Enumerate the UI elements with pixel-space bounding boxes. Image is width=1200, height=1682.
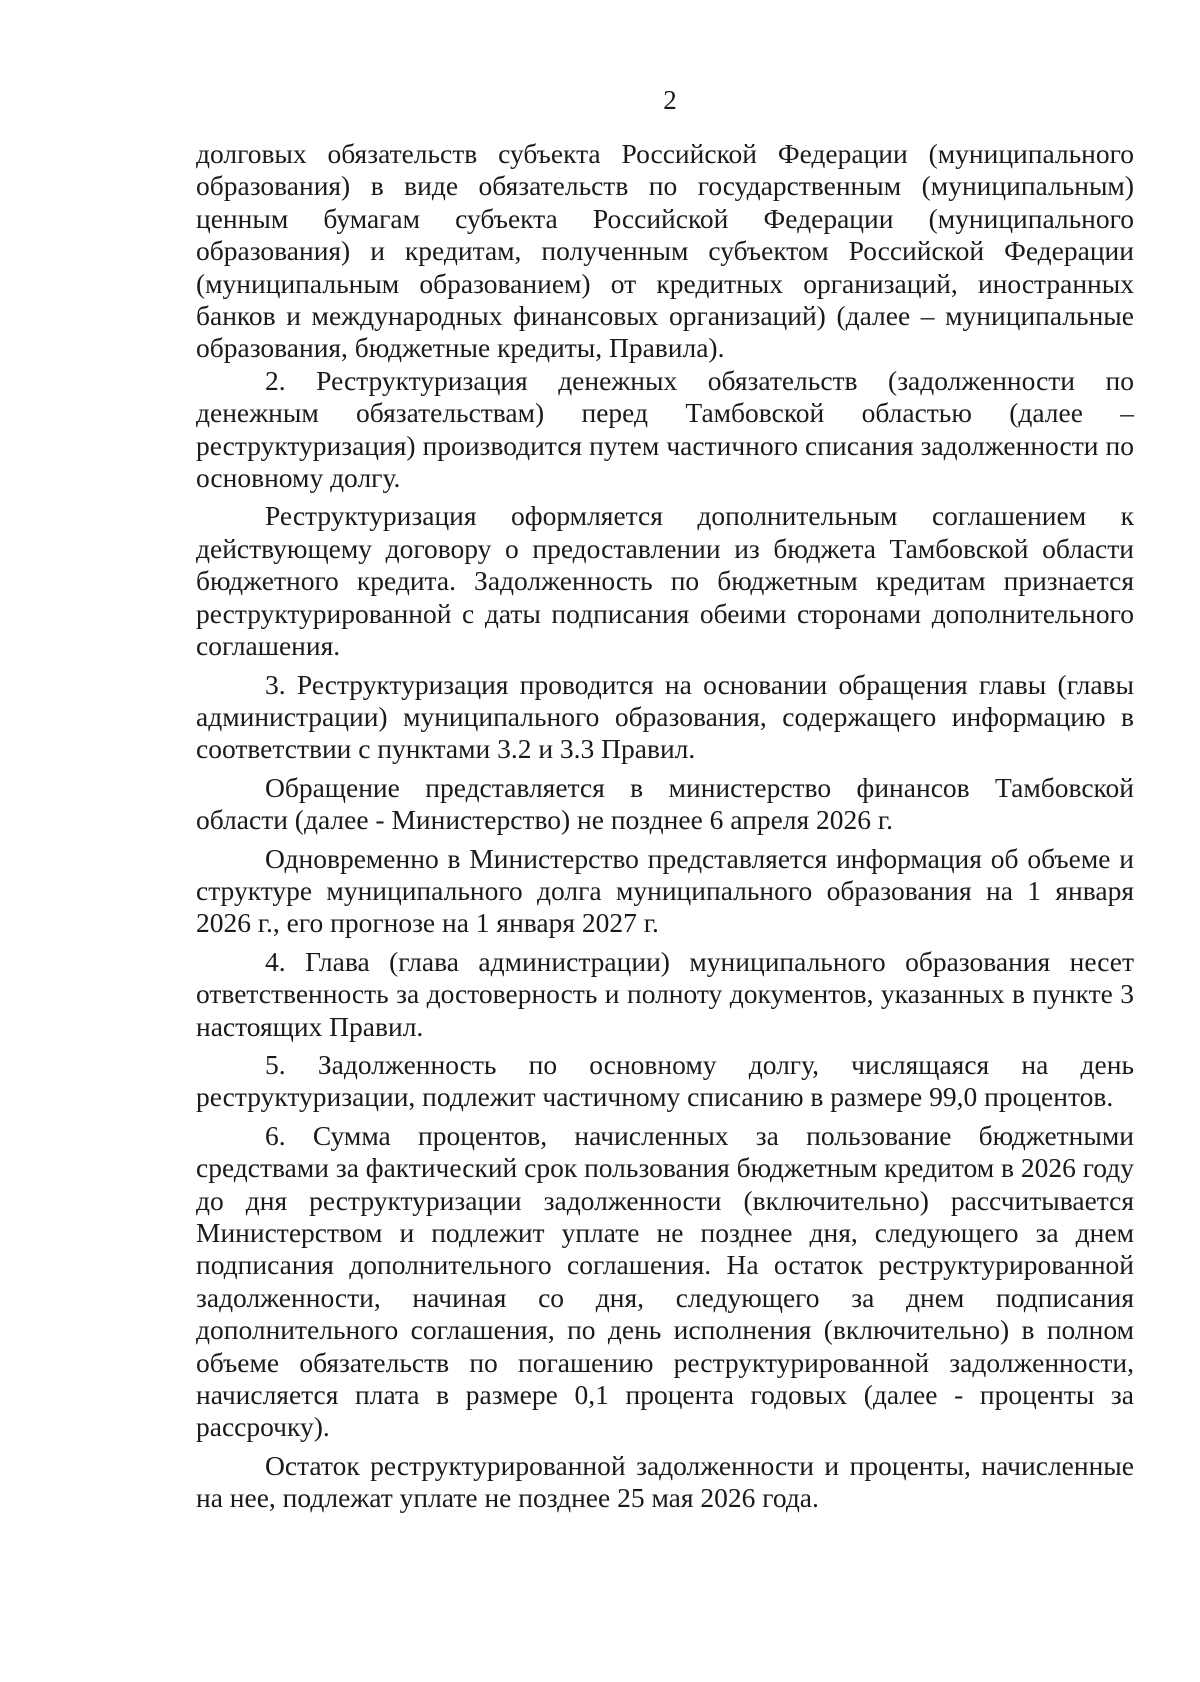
paragraph-item-5: 5. Задолженность по основному долгу, числящаяся на день реструктуризации, подлежит частичному списанию в размере 99,0 процентов. [196,1048,1134,1113]
paragraph-remainder-payment: Остаток реструктурированной задолженности и проценты, начисленные на нее, подлежат уплате не позднее 25 мая 2026 года. [196,1449,1134,1514]
page-number: 2 [663,85,677,115]
paragraph-item-6: 6. Сумма процентов, начисленных за пользование бюджетными средствами за фактический срок пользования бюджетным кредитом в 2026 году до дня реструктуризации задолженности (включительно) рассчитывается Министерством и подлежит уплате не позднее дня, следующего за днем подписания дополнительного соглашения. На остаток реструктурированной задолженности, начиная со дня, следующего за днем подписания дополнительного соглашения, по день исполнения (включительно) в полном объеме обязательств по погашению реструктурированной задолженности, начисляется плата в размере 0,1 процента годовых (далее - проценты за рассрочку). [196,1119,1134,1443]
paragraph-continuation: долговых обязательств субъекта Российской Федерации (муниципального образования) в виде обязательств по государственным (муниципальным) ценным бумагам субъекта Российской Федерации (муниципального образования) и кредитам, полученным субъектом Российской Федерации (муниципальным образованием) от кредитных организаций, иностранных банков и международных финансовых организаций) (далее – муниципальные образования, бюджетные кредиты, Правила). [196,138,1134,364]
paragraph-appeal-deadline: Обращение представляется в министерство финансов Тамбовской области (далее - Министерство) не позднее 6 апреля 2026 г. [196,771,1134,836]
paragraph-restructuring-form: Реструктуризация оформляется дополнительным соглашением к действующему договору о предоставлении из бюджета Тамбовской области бюджетного кредита. Задолженность по бюджетным кредитам признается реструктурированной с даты подписания обеими сторонами дополнительного соглашения. [196,500,1134,662]
paragraph-item-3: 3. Реструктуризация проводится на основании обращения главы (главы администрации) муниципального образования, содержащего информацию в соответствии с пунктами 3.2 и 3.3 Правил. [196,668,1134,765]
paragraph-item-2: 2. Реструктуризация денежных обязательств (задолженности по денежным обязательствам) перед Тамбовской областью (далее – реструктуризация) производится путем частичного списания задолженности по основному долгу. [196,364,1134,494]
document-body [196,138,1134,1515]
paragraph-debt-information: Одновременно в Министерство представляется информация об объеме и структуре муниципального долга муниципального образования на 1 января 2026 г., его прогнозе на 1 января 2027 г. [196,842,1134,939]
paragraph-item-4: 4. Глава (глава администрации) муниципального образования несет ответственность за достоверность и полноту документов, указанных в пункте 3 настоящих Правил. [196,945,1134,1042]
